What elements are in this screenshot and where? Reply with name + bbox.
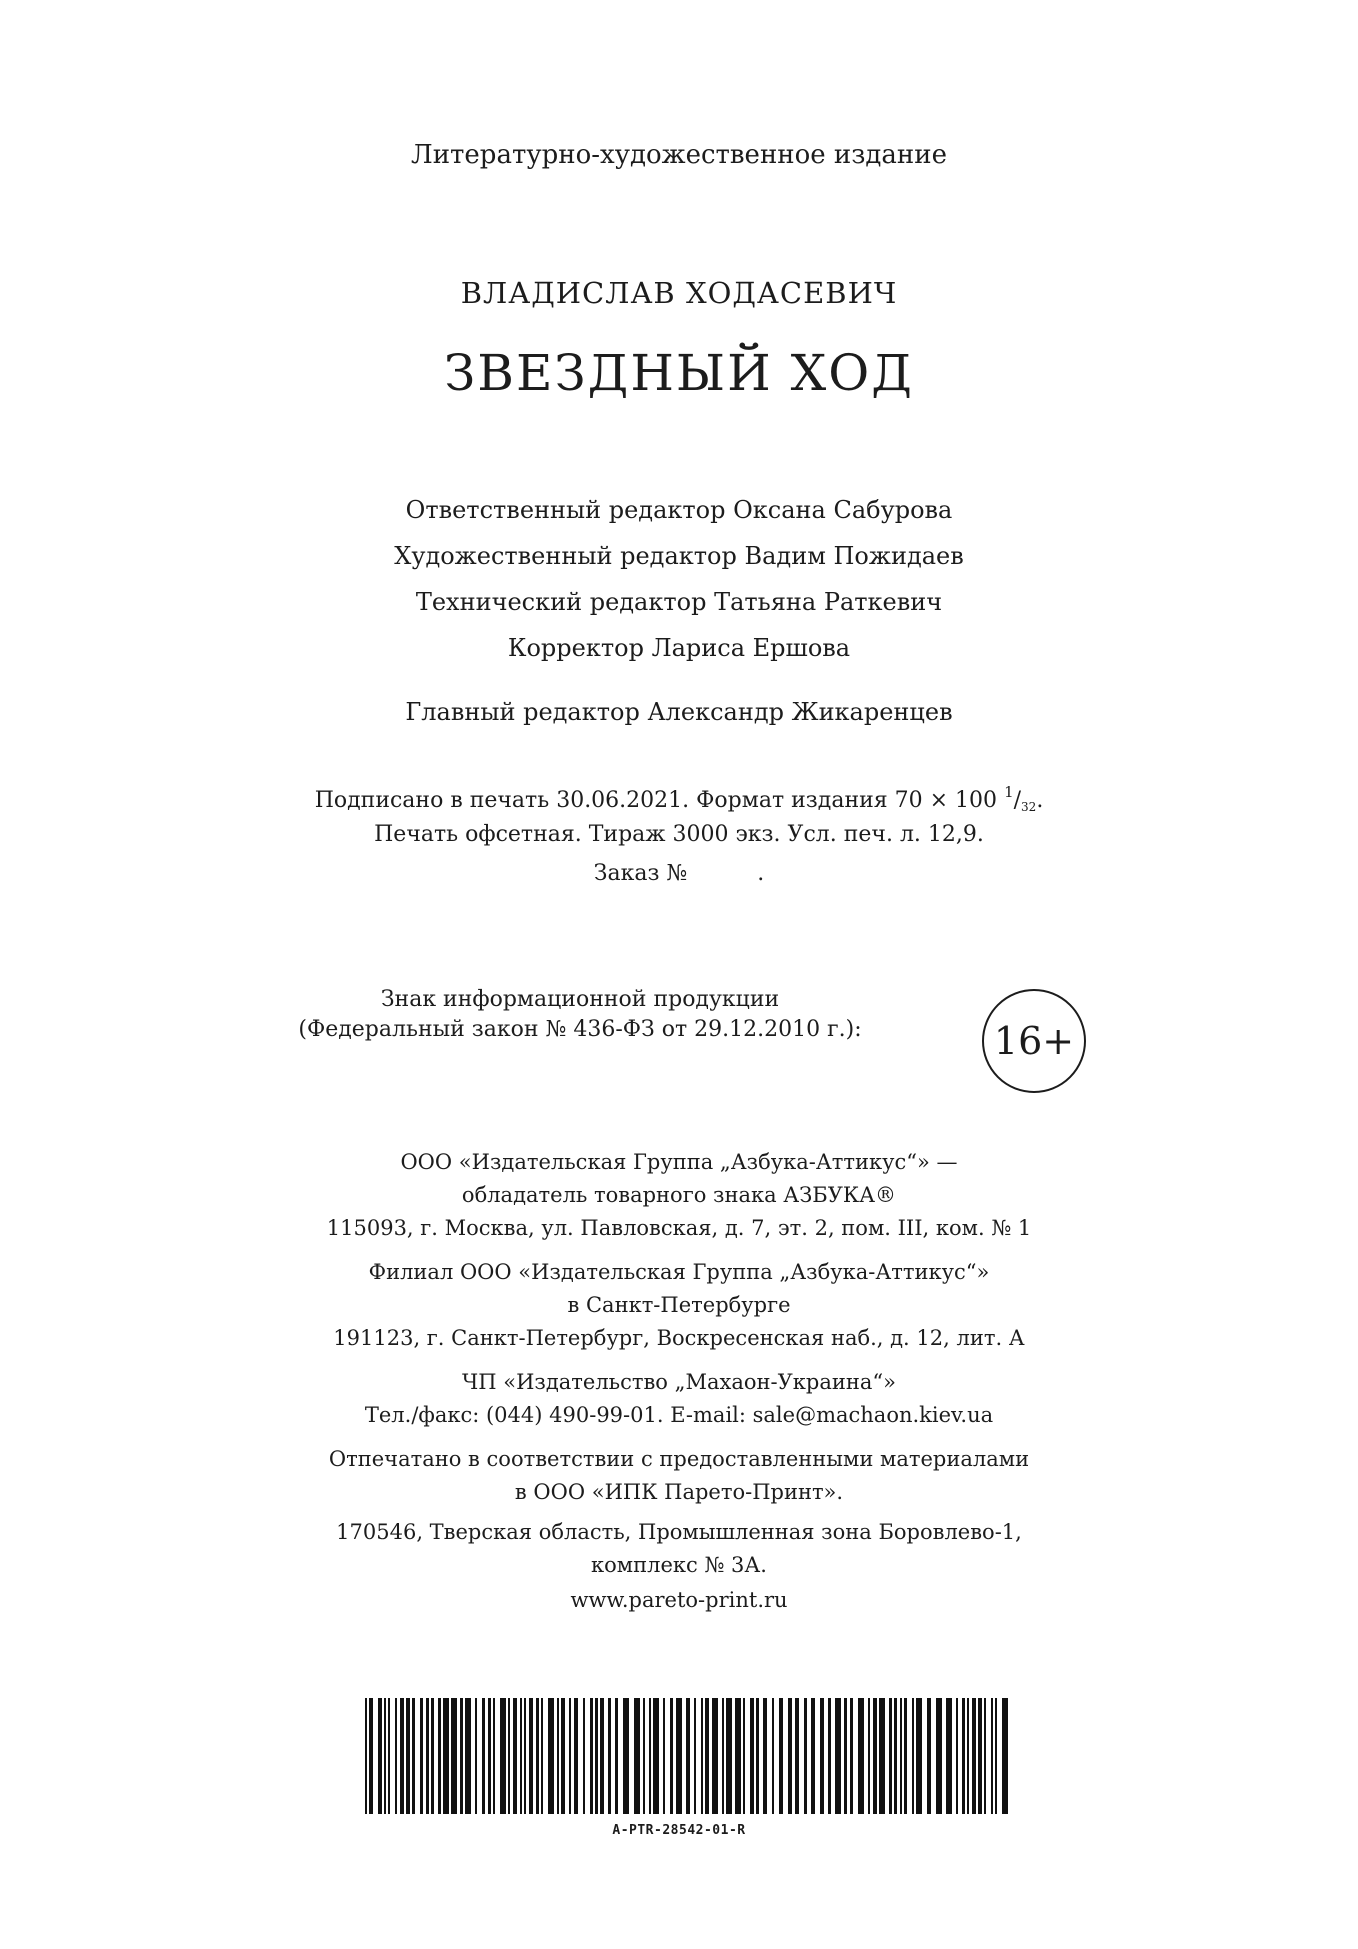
barcode-bar [384, 1698, 386, 1814]
printer-address: 170546, Тверская область, Промышленная зона Боровлево-1, [336, 1520, 1022, 1544]
barcode-bar [590, 1698, 593, 1814]
barcode-bar [676, 1698, 682, 1814]
barcode-bar [513, 1698, 517, 1814]
barcode-bar [779, 1698, 783, 1814]
barcode-bar [879, 1698, 885, 1814]
barcode-bar [750, 1698, 754, 1814]
credit-line: Корректор Лариса Ершова [507, 634, 851, 662]
barcode-bar [520, 1698, 522, 1814]
barcode-bar [1002, 1698, 1008, 1814]
barcode-bar [595, 1698, 598, 1814]
publisher-address: 115093, г. Москва, ул. Павловская, д. 7, эт. 2, пом. III, ком. № 1 [326, 1216, 1032, 1240]
barcode-bar [772, 1698, 774, 1814]
barcode-bar [984, 1698, 986, 1814]
barcode-bar [900, 1698, 902, 1814]
barcode-bar [400, 1698, 404, 1814]
barcode-bar [756, 1698, 759, 1814]
ukraine-contacts: Тел./факс: (044) 490-99-01. E-mail: sale@machaon.kiev.ua [364, 1403, 994, 1427]
order-line: Заказ № . [593, 861, 765, 886]
barcode-bar [649, 1698, 651, 1814]
barcode-bar [508, 1698, 510, 1814]
barcode-bar [894, 1698, 897, 1814]
barcode-bar [694, 1698, 696, 1814]
barcode-bar [460, 1698, 463, 1814]
barcode [365, 1698, 1015, 1814]
barcode-bar [912, 1698, 914, 1814]
barcode-bar [956, 1698, 958, 1814]
ukraine-publisher: ЧП «Издательство „Махаон-Украина“» [462, 1370, 896, 1394]
barcode-bar [967, 1698, 969, 1814]
info-product-line: Знак информационной продукции [380, 987, 780, 1012]
barcode-bar [488, 1698, 491, 1814]
barcode-bar [583, 1698, 585, 1814]
barcode-bar [529, 1698, 533, 1814]
book-title: ЗВЕЗДНЫЙ ХОД [444, 344, 914, 402]
barcode-bar [443, 1698, 449, 1814]
barcode-bar [623, 1698, 629, 1814]
edition-type: Литературно-художественное издание [411, 140, 947, 170]
barcode-bar [763, 1698, 767, 1814]
barcode-bar [608, 1698, 611, 1814]
barcode-bar [795, 1698, 799, 1814]
barcode-bar [500, 1698, 506, 1814]
barcode-bar [712, 1698, 718, 1814]
info-product-law: (Федеральный закон № 436-ФЗ от 29.12.2010 г.): [298, 1017, 862, 1042]
barcode-bar [634, 1698, 640, 1814]
barcode-bar [916, 1698, 922, 1814]
publisher-line: ООО «Издательская Группа „Азбука-Аттикус“» — [400, 1150, 958, 1174]
barcode-bar [946, 1698, 952, 1814]
branch-line: Филиал ООО «Издательская Группа „Азбука-Аттикус“» [368, 1260, 990, 1284]
printer-line: Отпечатано в соответствии с предоставленными материалами [328, 1447, 1030, 1471]
barcode-bar [995, 1698, 997, 1814]
barcode-bar [536, 1698, 539, 1814]
credit-line: Ответственный редактор Оксана Сабурова [405, 496, 953, 524]
barcode-bar [978, 1698, 982, 1814]
age-rating-label: 16+ [993, 1019, 1075, 1063]
format-fraction-denominator: 32 [1021, 800, 1037, 814]
print-signed-line: Подписано в печать 30.06.2021. Формат издания 70 × 100 $^1/_{32}$. [314, 783, 1044, 814]
barcode-bar [548, 1698, 554, 1814]
barcode-bar [904, 1698, 907, 1814]
branch-city: в Санкт-Петербурге [567, 1293, 791, 1317]
barcode-bar [420, 1698, 423, 1814]
barcode-bar [569, 1698, 571, 1814]
barcode-bar [615, 1698, 618, 1814]
barcode-caption: A-PTR-28542-01-R [612, 1823, 746, 1838]
barcode-bar [574, 1698, 578, 1814]
author-name: ВЛАДИСЛАВ ХОДАСЕВИЧ [460, 276, 898, 310]
barcode-bar [972, 1698, 976, 1814]
barcode-bar [844, 1698, 847, 1814]
chief-editor: Главный редактор Александр Жикаренцев [405, 698, 953, 726]
barcode-bar [369, 1698, 373, 1814]
barcode-bar [873, 1698, 877, 1814]
barcode-bar [395, 1698, 397, 1814]
barcode-bar [378, 1698, 382, 1814]
barcode-bar [431, 1698, 434, 1814]
barcode-bar [365, 1698, 367, 1814]
barcode-bar [465, 1698, 471, 1814]
barcode-bar [835, 1698, 841, 1814]
barcode-bar [722, 1698, 724, 1814]
barcode-bar [475, 1698, 477, 1814]
barcode-bar [868, 1698, 870, 1814]
barcode-bar [438, 1698, 441, 1814]
barcode-bar [804, 1698, 807, 1814]
barcode-bar [406, 1698, 410, 1814]
info-product-text [230, 985, 930, 1045]
barcode-bar [541, 1698, 543, 1814]
barcode-bar [426, 1698, 429, 1814]
format-fraction-numerator: 1 [1004, 783, 1014, 801]
order-label: Заказ № [593, 861, 688, 886]
print-signed-text: Подписано в печать 30.06.2021. Формат издания 70 × 100 [314, 788, 998, 813]
credit-line: Художественный редактор Вадим Пожидаев [394, 542, 964, 570]
barcode-bar [493, 1698, 495, 1814]
barcode-bar [811, 1698, 815, 1814]
barcode-bar [653, 1698, 659, 1814]
barcode-bar [850, 1698, 853, 1814]
barcode-bar [701, 1698, 703, 1814]
barcode-bar [663, 1698, 665, 1814]
printer-website: www.pareto-print.ru [570, 1588, 788, 1612]
barcode-bar [686, 1698, 690, 1814]
barcode-bar [726, 1698, 732, 1814]
barcode-bar [743, 1698, 745, 1814]
barcode-bar [927, 1698, 931, 1814]
barcode-bar [524, 1698, 526, 1814]
credit-line: Технический редактор Татьяна Раткевич [415, 588, 943, 616]
barcode-bar [858, 1698, 864, 1814]
print-run-line: Печать офсетная. Тираж 3000 экз. Усл. печ. л. 12,9. [374, 822, 984, 847]
barcode-bar [889, 1698, 892, 1814]
barcode-bar [561, 1698, 565, 1814]
barcode-bar [482, 1698, 485, 1814]
barcode-bar [828, 1698, 831, 1814]
branch-address: 191123, г. Санкт-Петербург, Воскресенская наб., д. 12, лит. А [333, 1326, 1025, 1350]
barcode-bar [600, 1698, 604, 1814]
barcode-bar [962, 1698, 965, 1814]
barcode-bar [735, 1698, 741, 1814]
age-rating-badge [982, 989, 1086, 1093]
barcode-bar [936, 1698, 942, 1814]
barcode-bar [643, 1698, 645, 1814]
barcode-bar [557, 1698, 559, 1814]
barcode-bar [388, 1698, 390, 1814]
printer-complex: комплекс № 3А. [591, 1553, 767, 1577]
barcode-bar [705, 1698, 709, 1814]
publisher-trademark: обладатель товарного знака АЗБУКА® [461, 1183, 897, 1207]
barcode-bar [412, 1698, 415, 1814]
barcode-bar [788, 1698, 792, 1814]
info-product-block [0, 985, 1358, 1095]
barcode-bar [670, 1698, 673, 1814]
barcode-bar [451, 1698, 457, 1814]
printer-name: в ООО «ИПК Парето-Принт». [514, 1480, 844, 1504]
barcode-bar [991, 1698, 993, 1814]
barcode-bar [820, 1698, 824, 1814]
